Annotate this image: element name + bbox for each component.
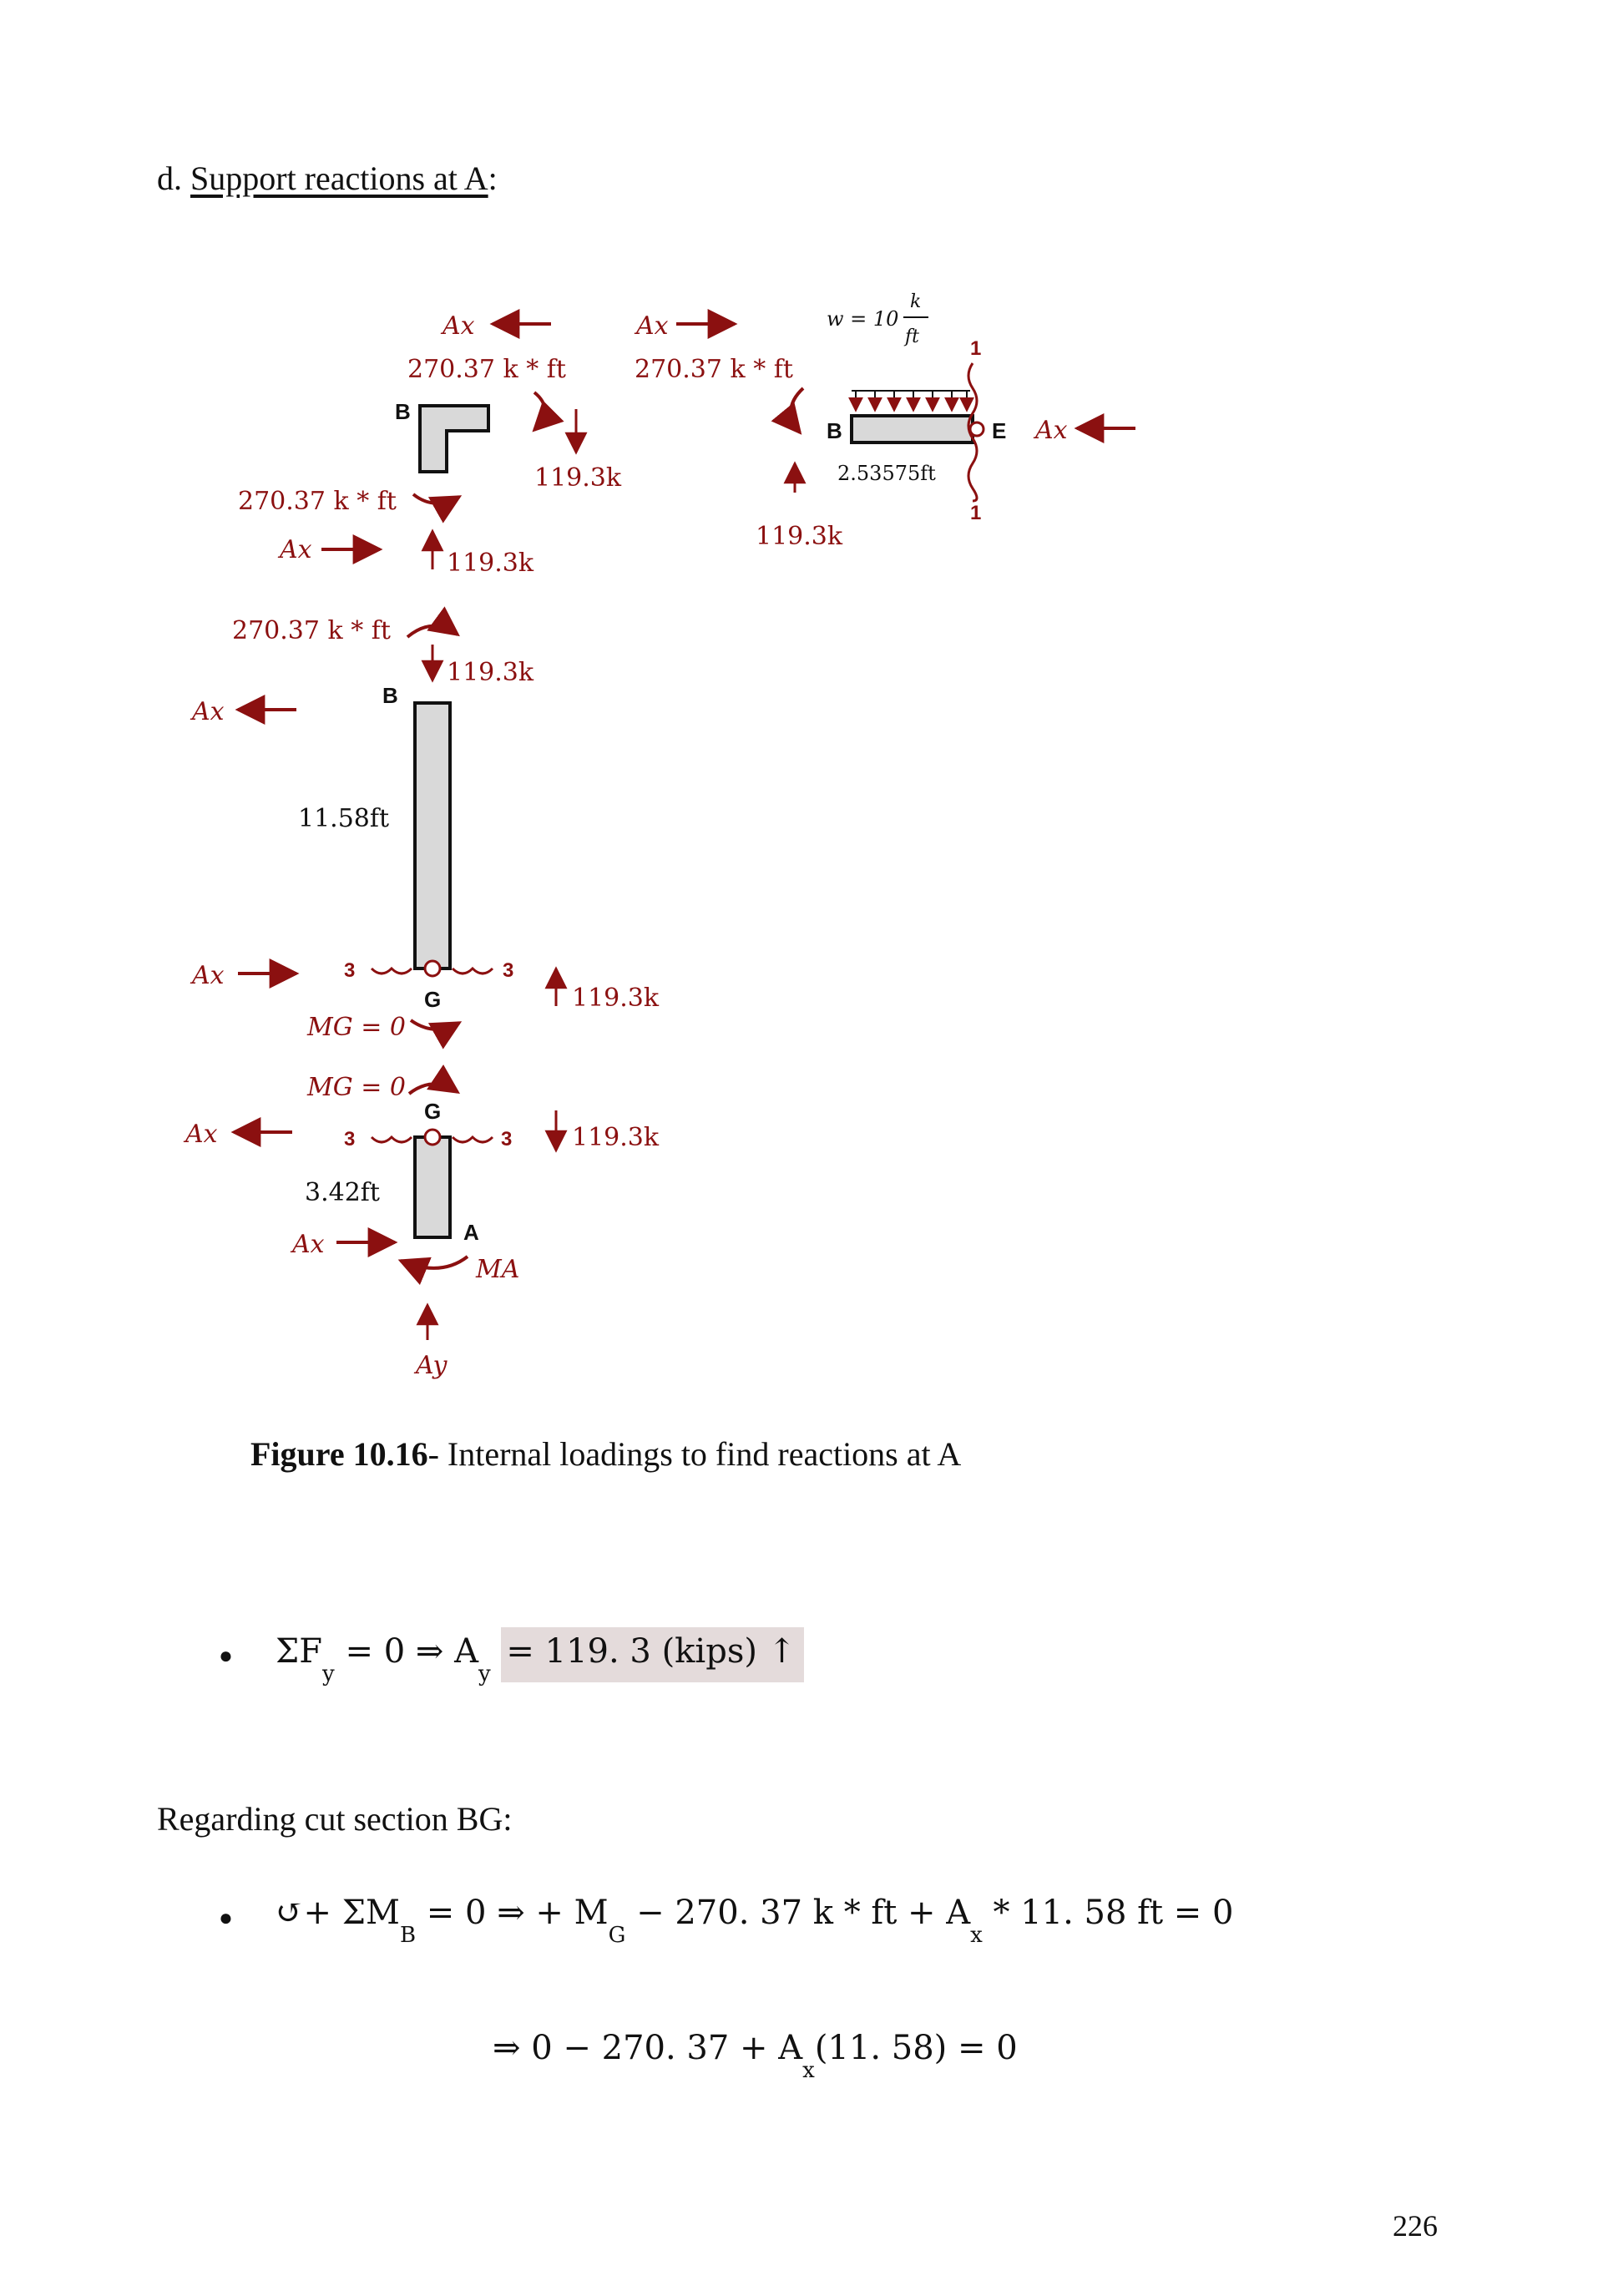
force-label: 119.3k — [572, 1123, 660, 1152]
hinge-e — [970, 422, 984, 436]
joint-label-b: B — [827, 418, 842, 443]
fbd-beam-be — [634, 291, 1135, 551]
joint-label-e: E — [992, 418, 1007, 443]
section-mark: 1 — [970, 337, 982, 360]
beam-member — [852, 416, 973, 443]
moment-label: 270.37 k * ft — [238, 487, 397, 516]
joint-label-a: A — [463, 1220, 479, 1245]
equation-solve-ax: ⇒ 0 − 270. $37 + A_x(11$. 58) = 0 — [493, 2029, 1018, 2083]
moment-label: 270.37 k * ft — [232, 616, 391, 645]
ax-label: Ax — [636, 311, 669, 341]
joint-label-b: B — [382, 683, 398, 708]
column-member — [415, 703, 450, 968]
load-unit-den: ft — [905, 326, 919, 347]
distributed-load-arrows — [856, 391, 967, 411]
force-label: 119.3k — [447, 549, 534, 578]
section-title: Support reactions at A — [190, 159, 488, 197]
highlighted-result: = 119. 3 (kips) ↑ — [501, 1627, 804, 1682]
ax-label: Ax — [185, 1120, 218, 1149]
moment-arrow — [413, 494, 459, 503]
joint-label-g: G — [424, 987, 442, 1012]
hinge-g — [425, 1130, 440, 1145]
corner-member — [420, 406, 488, 472]
moment-label: 270.37 k * ft — [635, 355, 793, 384]
length-label: 2.53575ft — [837, 462, 936, 485]
moment-arrow — [791, 388, 803, 432]
page-number: 226 — [1393, 2209, 1438, 2243]
section-heading: d. Support reactions at A: — [157, 159, 498, 197]
fbd-corner-b — [238, 311, 622, 578]
bullet: ● — [219, 1905, 233, 1931]
bullet: ● — [219, 1643, 233, 1669]
load-intensity: w = 10 — [827, 307, 899, 331]
mg-label: MG = 0 — [307, 1073, 406, 1102]
figure-caption: Figure 10.16- Internal loadings to find reactions at A — [250, 1435, 962, 1473]
ax-label: Ax — [192, 697, 225, 726]
section-mark: 3 — [344, 1128, 356, 1151]
ax-label: Ax — [280, 535, 312, 564]
hinge-g — [425, 961, 440, 976]
ay-label: Ay — [416, 1351, 448, 1380]
ma-label: MA — [476, 1255, 520, 1284]
force-label: 119.3k — [447, 658, 534, 687]
ax-label: Ax — [1035, 416, 1068, 445]
figure-number: Figure 10.16 — [250, 1435, 428, 1473]
moment-arrow — [409, 1084, 458, 1094]
joint-label-b: B — [395, 399, 411, 424]
force-label: 119.3k — [572, 984, 660, 1013]
ax-label: Ax — [442, 311, 475, 341]
section-mark: 3 — [344, 959, 356, 982]
equation-sum-mb: ↺+ $\Sigma M_B = 0$ ⇒ + $M_G - 270$. 37 k * ft + $A_x * 11$. 58 ft = 0 — [276, 1894, 1234, 1948]
force-label: 119.3k — [534, 463, 622, 493]
section-mark: 3 — [501, 1128, 513, 1151]
fbd-column-ga — [183, 1073, 660, 1380]
equation-sum-fy: $\Sigma F_y = 0$ ⇒ $A_y = 119$. 3 (kips) ↑ — [276, 1632, 804, 1671]
moment-arrow — [411, 1020, 459, 1029]
moment-label: 270.37 k * ft — [407, 355, 566, 384]
moment-arrow — [401, 1257, 468, 1268]
section-mark: 1 — [970, 502, 982, 524]
load-unit-num: k — [910, 291, 922, 312]
column-member — [415, 1137, 450, 1237]
ax-label: Ax — [292, 1230, 325, 1259]
joint-label-g: G — [424, 1099, 442, 1124]
moment-arrow — [407, 626, 458, 637]
length-label: 11.58ft — [298, 804, 390, 833]
fbd-column-bg — [190, 616, 660, 1042]
moment-arrow — [534, 392, 545, 430]
length-label: 3.42ft — [305, 1178, 380, 1207]
ax-label: Ax — [192, 961, 225, 990]
mg-label: MG = 0 — [307, 1013, 406, 1042]
cut-section-text: Regarding cut section BG: — [157, 1800, 513, 1838]
section-mark: 3 — [503, 959, 514, 982]
force-label: 119.3k — [756, 522, 843, 551]
